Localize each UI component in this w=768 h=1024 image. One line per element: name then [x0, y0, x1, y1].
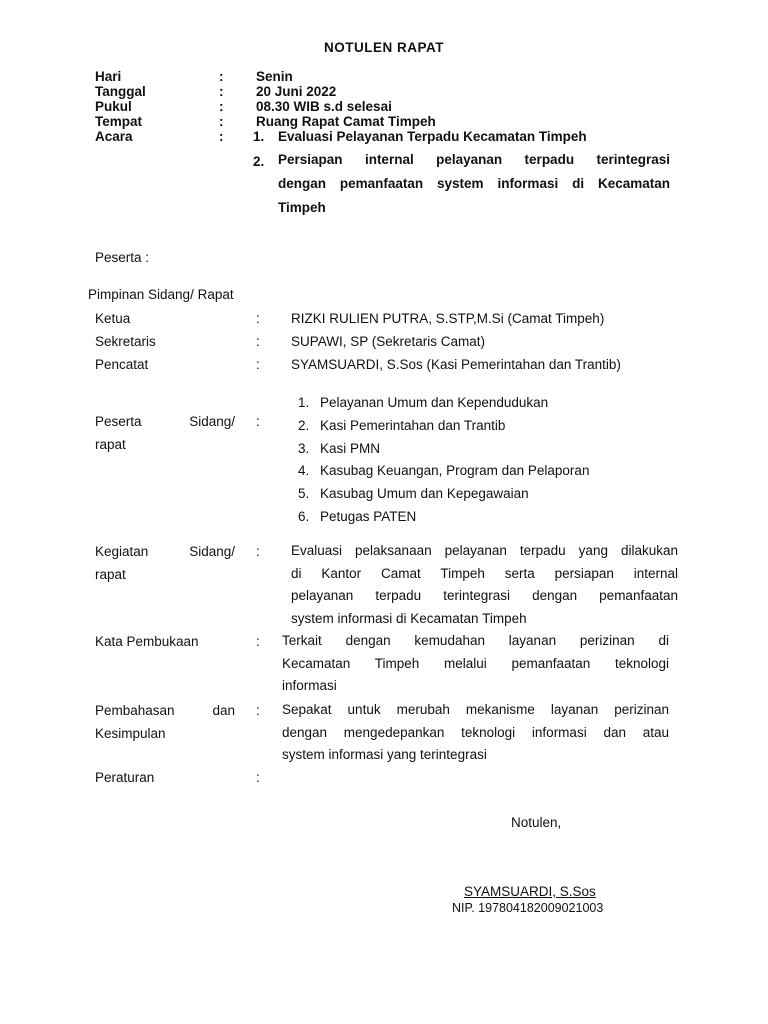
- info-value: 20 Juni 2022: [256, 84, 337, 99]
- list-text: Kasi Pemerintahan dan Trantib: [320, 417, 506, 433]
- list-text: Petugas PATEN: [320, 508, 417, 524]
- list-text: Pelayanan Umum dan Kependudukan: [320, 395, 549, 410]
- text-line: Sepakat untuk merubah mekanisme layanan perizinan: [282, 702, 669, 717]
- list-number: 1.: [298, 395, 310, 410]
- text-line: pelayanan terpadu terintegrasi dengan pemanfaatan: [291, 588, 678, 603]
- kegiatan-colon: :: [256, 544, 260, 559]
- list-item: [298, 438, 589, 461]
- kata-pembukaan-label: Kata Pembukaan: [95, 634, 199, 649]
- agenda-number: 1.: [253, 129, 265, 144]
- pembahasan-colon: :: [256, 703, 260, 718]
- official-label: Ketua: [95, 311, 131, 326]
- text-line: system informasi di Kecamatan Timpeh: [291, 610, 527, 626]
- peserta-sidang-colon: :: [256, 414, 260, 429]
- peserta-label: Peserta :: [95, 250, 150, 265]
- label-line: Kegiatan Sidang/: [95, 544, 235, 559]
- agenda-number: 2.: [253, 154, 265, 169]
- label-line: Pembahasan dan: [95, 703, 235, 718]
- kegiatan-label: [95, 540, 235, 586]
- kegiatan-text: [291, 540, 678, 630]
- text-line: system informasi yang terintegrasi: [282, 747, 487, 762]
- list-item: [298, 392, 589, 415]
- official-label: Pencatat: [95, 357, 149, 372]
- info-colon: :: [219, 114, 224, 129]
- label-line: rapat: [95, 437, 126, 452]
- pimpinan-label: Pimpinan Sidang/ Rapat: [88, 287, 234, 302]
- kata-pembukaan-colon: :: [256, 634, 260, 649]
- text-line: di Kantor Camat Timpeh serta persiapan internal: [291, 565, 678, 581]
- peserta-sidang-label: [95, 410, 235, 456]
- list-number: 4.: [298, 463, 310, 479]
- info-label: Pukul: [95, 99, 132, 114]
- list-number: 6.: [298, 508, 310, 524]
- list-item: [298, 415, 589, 438]
- list-text: Kasubag Keuangan, Program dan Pelaporan: [320, 463, 590, 479]
- official-label: Sekretaris: [95, 334, 156, 349]
- document-title: NOTULEN RAPAT: [324, 40, 444, 55]
- agenda-line: Timpeh: [278, 200, 326, 215]
- official-value: SYAMSUARDI, S.Sos (Kasi Pemerintahan dan Trantib): [291, 357, 621, 372]
- agenda-line: dengan pemanfaatan system informasi di Kecamatan: [278, 176, 670, 191]
- list-number: 5.: [298, 486, 310, 502]
- info-label: Tanggal: [95, 84, 146, 99]
- list-number: 3.: [298, 440, 310, 456]
- list-text: Kasubag Umum dan Kepegawaian: [320, 486, 529, 502]
- official-colon: :: [256, 334, 260, 349]
- agenda-line: Evaluasi Pelayanan Terpadu Kecamatan Timpeh: [278, 129, 587, 144]
- kata-pembukaan-text: [282, 630, 669, 698]
- info-colon: :: [219, 129, 224, 144]
- list-item: [298, 483, 589, 506]
- text-line: Terkait dengan kemudahan layanan perizinan di: [282, 633, 669, 648]
- info-value: 08.30 WIB s.d selesai: [256, 99, 392, 114]
- official-colon: :: [256, 357, 260, 372]
- info-colon: :: [219, 84, 224, 99]
- signature-nip: NIP. 197804182009021003: [452, 901, 604, 915]
- label-line: Peserta Sidang/: [95, 414, 235, 429]
- official-value: RIZKI RULIEN PUTRA, S.STP,M.Si (Camat Timpeh): [291, 311, 605, 326]
- text-line: Kecamatan Timpeh melalui pemanfaatan teknologi: [282, 655, 669, 671]
- info-colon: :: [219, 99, 224, 114]
- list-text: Kasi PMN: [320, 440, 381, 456]
- info-value: Senin: [256, 69, 293, 84]
- info-label: Acara: [95, 129, 133, 144]
- info-colon: :: [219, 69, 224, 84]
- signature-closing: Notulen,: [511, 815, 562, 830]
- signature-name: SYAMSUARDI, S.Sos: [464, 884, 596, 899]
- label-line: Kesimpulan: [95, 726, 166, 741]
- info-label: Hari: [95, 69, 122, 84]
- list-item: [298, 460, 589, 483]
- text-line: dengan mengedepankan teknologi informasi dan atau: [282, 724, 669, 740]
- text-line: informasi: [282, 678, 337, 693]
- official-colon: :: [256, 311, 260, 326]
- list-item: [298, 506, 589, 529]
- info-label: Tempat: [95, 114, 143, 129]
- pembahasan-text: [282, 699, 669, 767]
- info-value: Ruang Rapat Camat Timpeh: [256, 114, 436, 129]
- agenda-item: [278, 148, 670, 220]
- text-line: Evaluasi pelaksanaan pelayanan terpadu yang dilakukan: [291, 543, 678, 558]
- official-value: SUPAWI, SP (Sekretaris Camat): [291, 334, 486, 349]
- peserta-sidang-list: [298, 392, 589, 529]
- peraturan-label: Peraturan: [95, 770, 155, 785]
- list-number: 2.: [298, 417, 310, 433]
- agenda-line: Persiapan internal pelayanan terpadu terintegrasi: [278, 152, 670, 167]
- peraturan-colon: :: [256, 770, 260, 785]
- pembahasan-label: [95, 699, 235, 745]
- label-line: rapat: [95, 567, 126, 582]
- agenda-item: [278, 129, 670, 144]
